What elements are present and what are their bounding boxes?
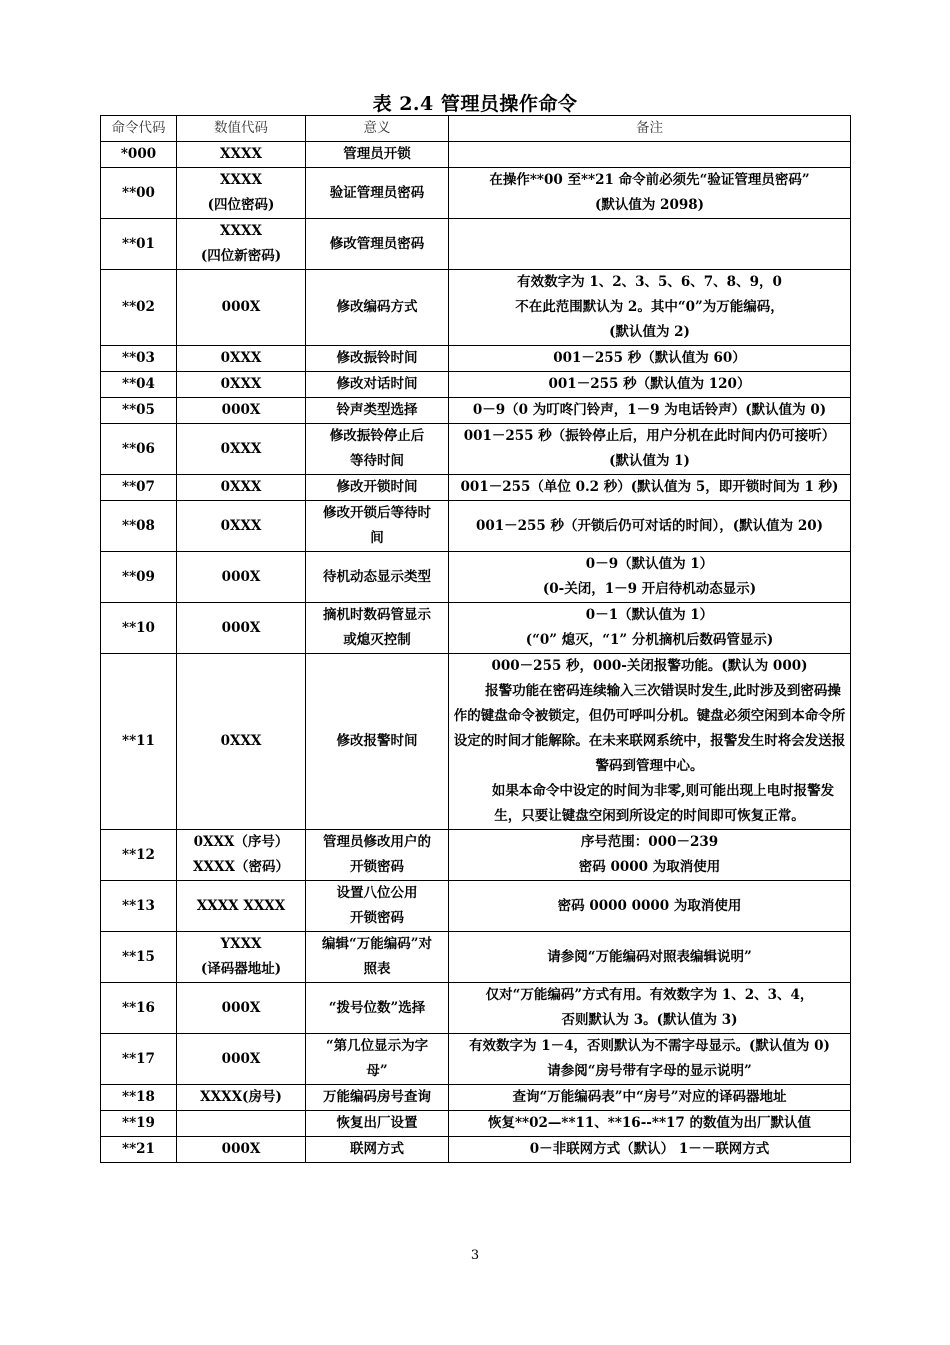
cell-note xyxy=(449,346,851,372)
cell-cmd: **00 xyxy=(101,168,177,219)
note-line: 0－非联网方式（默认） 1－－联网方式 xyxy=(529,1141,770,1157)
cell-cmd: **03 xyxy=(101,346,177,372)
meaning-line: 等待时间 xyxy=(350,453,404,469)
note-line: 密码 0000 0000 为取消使用 xyxy=(557,897,742,914)
cell-value xyxy=(177,1034,306,1085)
cell-cmd: **13 xyxy=(101,881,177,932)
cell-cmd: **05 xyxy=(101,398,177,424)
cell-value xyxy=(177,372,306,398)
value-line: XXXX（密码） xyxy=(193,859,289,875)
meaning-line: 开锁密码 xyxy=(350,910,404,926)
table-body xyxy=(101,142,851,1163)
cell-cmd: **08 xyxy=(101,501,177,552)
table-row xyxy=(101,346,851,372)
value-line: (四位密码) xyxy=(207,197,275,213)
cell-note xyxy=(449,552,851,603)
note-line: (默认值为 2098) xyxy=(594,197,705,213)
meaning-line: “第几位显示为字 xyxy=(325,1038,429,1054)
cell-note xyxy=(449,983,851,1034)
cell-value xyxy=(177,501,306,552)
cell-value xyxy=(177,830,306,881)
header-cmd-code: 命令代码 xyxy=(101,116,177,142)
note-line: 仅对“万能编码”方式有用。有效数字为 1、2、3、4， xyxy=(485,987,814,1003)
cell-cmd: *000 xyxy=(101,142,177,168)
note-line: 有效数字为 1、2、3、5、6、7、8、9，0 xyxy=(517,274,782,290)
cell-note xyxy=(449,932,851,983)
note-line: 序号范围：000－239 xyxy=(580,834,719,850)
table-row xyxy=(101,603,851,654)
cell-note xyxy=(449,1085,851,1111)
cell-value xyxy=(177,219,306,270)
meaning-line: 修改管理员密码 xyxy=(329,235,425,252)
note-line: 0－9（默认值为 1） xyxy=(585,556,714,572)
cell-cmd: **10 xyxy=(101,603,177,654)
note-line: 请参阅“房号带有字母的显示说明” xyxy=(547,1063,752,1079)
cell-value xyxy=(177,346,306,372)
note-paragraph: 报警功能在密码连续输入三次错误时发生,此时涉及到密码操作的键盘命令被锁定，但仍可呼叫分机。键盘必须空闲到本命令所设定的时间才能解除。在未来联网系统中，报警发生时将会发送报警码到管理中心。 xyxy=(453,683,846,774)
cell-value xyxy=(177,168,306,219)
cell-value xyxy=(177,475,306,501)
meaning-line: 修改编码方式 xyxy=(336,299,418,315)
cell-note xyxy=(449,372,851,398)
cell-cmd: **11 xyxy=(101,654,177,830)
cell-value xyxy=(177,1137,306,1163)
cell-meaning xyxy=(306,219,449,270)
note-line: 不在此范围默认为 2。其中“0”为万能编码， xyxy=(515,299,784,315)
cell-meaning xyxy=(306,881,449,932)
meaning-line: 万能编码房号查询 xyxy=(323,1089,431,1105)
cell-note xyxy=(449,1137,851,1163)
table-row xyxy=(101,168,851,219)
cell-meaning xyxy=(306,168,449,219)
cell-value xyxy=(177,398,306,424)
cell-cmd: **04 xyxy=(101,372,177,398)
meaning-line: 铃声类型选择 xyxy=(336,402,418,418)
cell-meaning xyxy=(306,142,449,168)
note-line: 有效数字为 1－4，否则默认为不需字母显示。(默认值为 0) xyxy=(469,1038,830,1054)
cell-meaning xyxy=(306,372,449,398)
cell-note xyxy=(449,881,851,932)
note-line: 001－255 秒（开锁后仍可对话的时间），(默认值为 20) xyxy=(475,517,824,534)
cell-meaning: 修改报警时间 xyxy=(306,654,449,830)
cell-note xyxy=(449,142,851,168)
note-line: 密码 0000 为取消使用 xyxy=(578,859,721,875)
meaning-line: 联网方式 xyxy=(350,1141,404,1157)
cell-note xyxy=(449,424,851,475)
value-line: XXXX xyxy=(220,172,262,188)
table-row xyxy=(101,1137,851,1163)
cell-cmd: **21 xyxy=(101,1137,177,1163)
note-line: 001－255 秒（振铃停止后，用户分机在此时间内仍可接听） xyxy=(463,428,836,444)
cell-value xyxy=(177,142,306,168)
note-line: 001－255 秒（默认值为 60） xyxy=(553,350,746,366)
meaning-line: 修改振铃时间 xyxy=(336,350,418,366)
table-row xyxy=(101,398,851,424)
cell-meaning xyxy=(306,830,449,881)
cell-note xyxy=(449,475,851,501)
cell-note xyxy=(449,219,851,270)
cell-cmd: **02 xyxy=(101,270,177,346)
meaning-line: 照表 xyxy=(363,961,391,977)
value-line: 000X xyxy=(221,1050,261,1067)
meaning-line: 修改开锁后等待时 xyxy=(323,505,431,521)
meaning-line: 恢复出厂设置 xyxy=(336,1115,418,1131)
cell-note xyxy=(449,168,851,219)
cell-meaning xyxy=(306,475,449,501)
cell-meaning xyxy=(306,1085,449,1111)
value-line: (译码器地址) xyxy=(200,961,282,977)
note-line: (默认值为 2) xyxy=(609,324,690,340)
note-line: 000－255 秒，000-关闭报警功能。(默认为 000) xyxy=(491,658,808,674)
table-row xyxy=(101,142,851,168)
note-line: 0－9（0 为叮咚门铃声，1－9 为电话铃声）(默认值为 0) xyxy=(472,402,827,418)
header-value-code: 数值代码 xyxy=(177,116,306,142)
cell-cmd: **18 xyxy=(101,1085,177,1111)
cell-cmd: **06 xyxy=(101,424,177,475)
value-line: 0XXX xyxy=(220,376,262,392)
cell-cmd: **09 xyxy=(101,552,177,603)
cell-meaning xyxy=(306,1034,449,1085)
value-line: 0XXX xyxy=(220,350,262,366)
value-line: 000X xyxy=(221,402,261,418)
table-row xyxy=(101,830,851,881)
note-line: 否则默认为 3。(默认值为 3) xyxy=(561,1012,738,1028)
table-row xyxy=(101,270,851,346)
note-line: (0-关闭，1－9 开启待机动态显示) xyxy=(542,581,757,597)
cell-meaning xyxy=(306,932,449,983)
cell-note xyxy=(449,398,851,424)
meaning-line: 修改开锁时间 xyxy=(336,479,418,495)
value-line: 0XXX xyxy=(220,517,262,534)
cell-value: 0XXX xyxy=(177,654,306,830)
cell-value xyxy=(177,932,306,983)
admin-command-table xyxy=(100,115,851,1163)
value-line: 0XXX xyxy=(220,440,262,457)
cell-cmd: **07 xyxy=(101,475,177,501)
meaning-line: 验证管理员密码 xyxy=(329,184,425,201)
cell-note xyxy=(449,603,851,654)
meaning-line: 或熄灭控制 xyxy=(343,632,411,648)
value-line: 0XXX（序号） xyxy=(193,834,289,850)
value-line: XXXX(房号) xyxy=(200,1089,282,1105)
value-line: XXXX XXXX xyxy=(196,897,286,914)
cell-cmd: **15 xyxy=(101,932,177,983)
page-number: 3 xyxy=(470,1248,480,1263)
cell-note xyxy=(449,830,851,881)
cell-note xyxy=(449,270,851,346)
cell-meaning xyxy=(306,983,449,1034)
cell-meaning xyxy=(306,552,449,603)
meaning-line: 编辑“万能编码”对 xyxy=(321,936,433,952)
note-paragraph: 如果本命令中设定的时间为非零,则可能出现上电时报警发生，只要让键盘空闲到所设定的时间即可恢复正常。 xyxy=(491,783,835,824)
cell-value xyxy=(177,1111,306,1137)
cell-value xyxy=(177,552,306,603)
value-line: 0XXX xyxy=(220,479,262,495)
table-row xyxy=(101,654,851,830)
table-row xyxy=(101,372,851,398)
table-row xyxy=(101,424,851,475)
header-remarks: 备注 xyxy=(449,116,851,142)
table-row xyxy=(101,881,851,932)
note-line: 001－255（单位 0.2 秒）(默认值为 5，即开锁时间为 1 秒) xyxy=(460,479,839,495)
meaning-line: 摘机时数码管显示 xyxy=(323,607,431,623)
cell-value xyxy=(177,424,306,475)
cell-cmd: **17 xyxy=(101,1034,177,1085)
value-line: 000X xyxy=(221,299,261,315)
cell-meaning xyxy=(306,270,449,346)
value-line: 000X xyxy=(221,999,261,1016)
cell-value xyxy=(177,603,306,654)
cell-value xyxy=(177,270,306,346)
cell-meaning xyxy=(306,1111,449,1137)
table-row xyxy=(101,219,851,270)
note-line: 001－255 秒（默认值为 120） xyxy=(548,376,751,392)
cell-meaning xyxy=(306,1137,449,1163)
table-title: 表 2.4 管理员操作命令 xyxy=(372,93,578,115)
table-row xyxy=(101,1111,851,1137)
value-line: 000X xyxy=(221,1141,261,1157)
table-row xyxy=(101,475,851,501)
cell-cmd: **12 xyxy=(101,830,177,881)
cell-meaning xyxy=(306,346,449,372)
table-row xyxy=(101,1034,851,1085)
cell-value xyxy=(177,983,306,1034)
note-line: (默认值为 1) xyxy=(609,453,690,469)
cell-meaning xyxy=(306,501,449,552)
note-line: 查询“万能编码表”中“房号”对应的译码器地址 xyxy=(512,1089,787,1105)
note-line: 请参阅“万能编码对照表编辑说明” xyxy=(547,948,752,965)
meaning-line: 间 xyxy=(370,530,384,546)
value-line: 000X xyxy=(221,619,261,636)
meaning-line: 修改对话时间 xyxy=(336,376,418,392)
cell-note xyxy=(449,501,851,552)
meaning-line: 设置八位公用 xyxy=(336,885,418,901)
value-line: YXXX xyxy=(220,936,262,952)
note-line: (“0” 熄灭，“1” 分机摘机后数码管显示) xyxy=(525,632,774,648)
table-row xyxy=(101,552,851,603)
cell-value xyxy=(177,1085,306,1111)
cell-note xyxy=(449,1111,851,1137)
meaning-line: 待机动态显示类型 xyxy=(323,568,431,585)
value-line: XXXX xyxy=(220,146,262,162)
meaning-line: 管理员修改用户的 xyxy=(323,834,431,850)
meaning-line: 管理员开锁 xyxy=(343,146,411,162)
meaning-line: 开锁密码 xyxy=(350,859,404,875)
note-line: 0－1（默认值为 1） xyxy=(585,607,714,623)
cell-value xyxy=(177,881,306,932)
note-line: 在操作**00 至**21 命令前必须先“验证管理员密码” xyxy=(489,172,810,188)
cell-cmd: **16 xyxy=(101,983,177,1034)
value-line: (四位新密码) xyxy=(200,248,282,264)
value-line: XXXX xyxy=(220,223,262,239)
cell-meaning xyxy=(306,424,449,475)
meaning-line: “拨号位数”选择 xyxy=(328,999,426,1016)
meaning-line: 母” xyxy=(366,1063,388,1079)
note-line: 恢复**02—**11、**16--**17 的数值为出厂默认值 xyxy=(487,1115,812,1131)
cell-meaning xyxy=(306,603,449,654)
cell-note xyxy=(449,1034,851,1085)
header-meaning: 意义 xyxy=(306,116,449,142)
cell-meaning xyxy=(306,398,449,424)
cell-note xyxy=(449,654,851,830)
value-line: 000X xyxy=(221,568,261,585)
table-header-row xyxy=(101,116,851,142)
table-row xyxy=(101,501,851,552)
meaning-line: 修改振铃停止后 xyxy=(329,428,425,444)
table-row xyxy=(101,983,851,1034)
cell-cmd: **19 xyxy=(101,1111,177,1137)
table-row xyxy=(101,1085,851,1111)
cell-cmd: **01 xyxy=(101,219,177,270)
table-row xyxy=(101,932,851,983)
